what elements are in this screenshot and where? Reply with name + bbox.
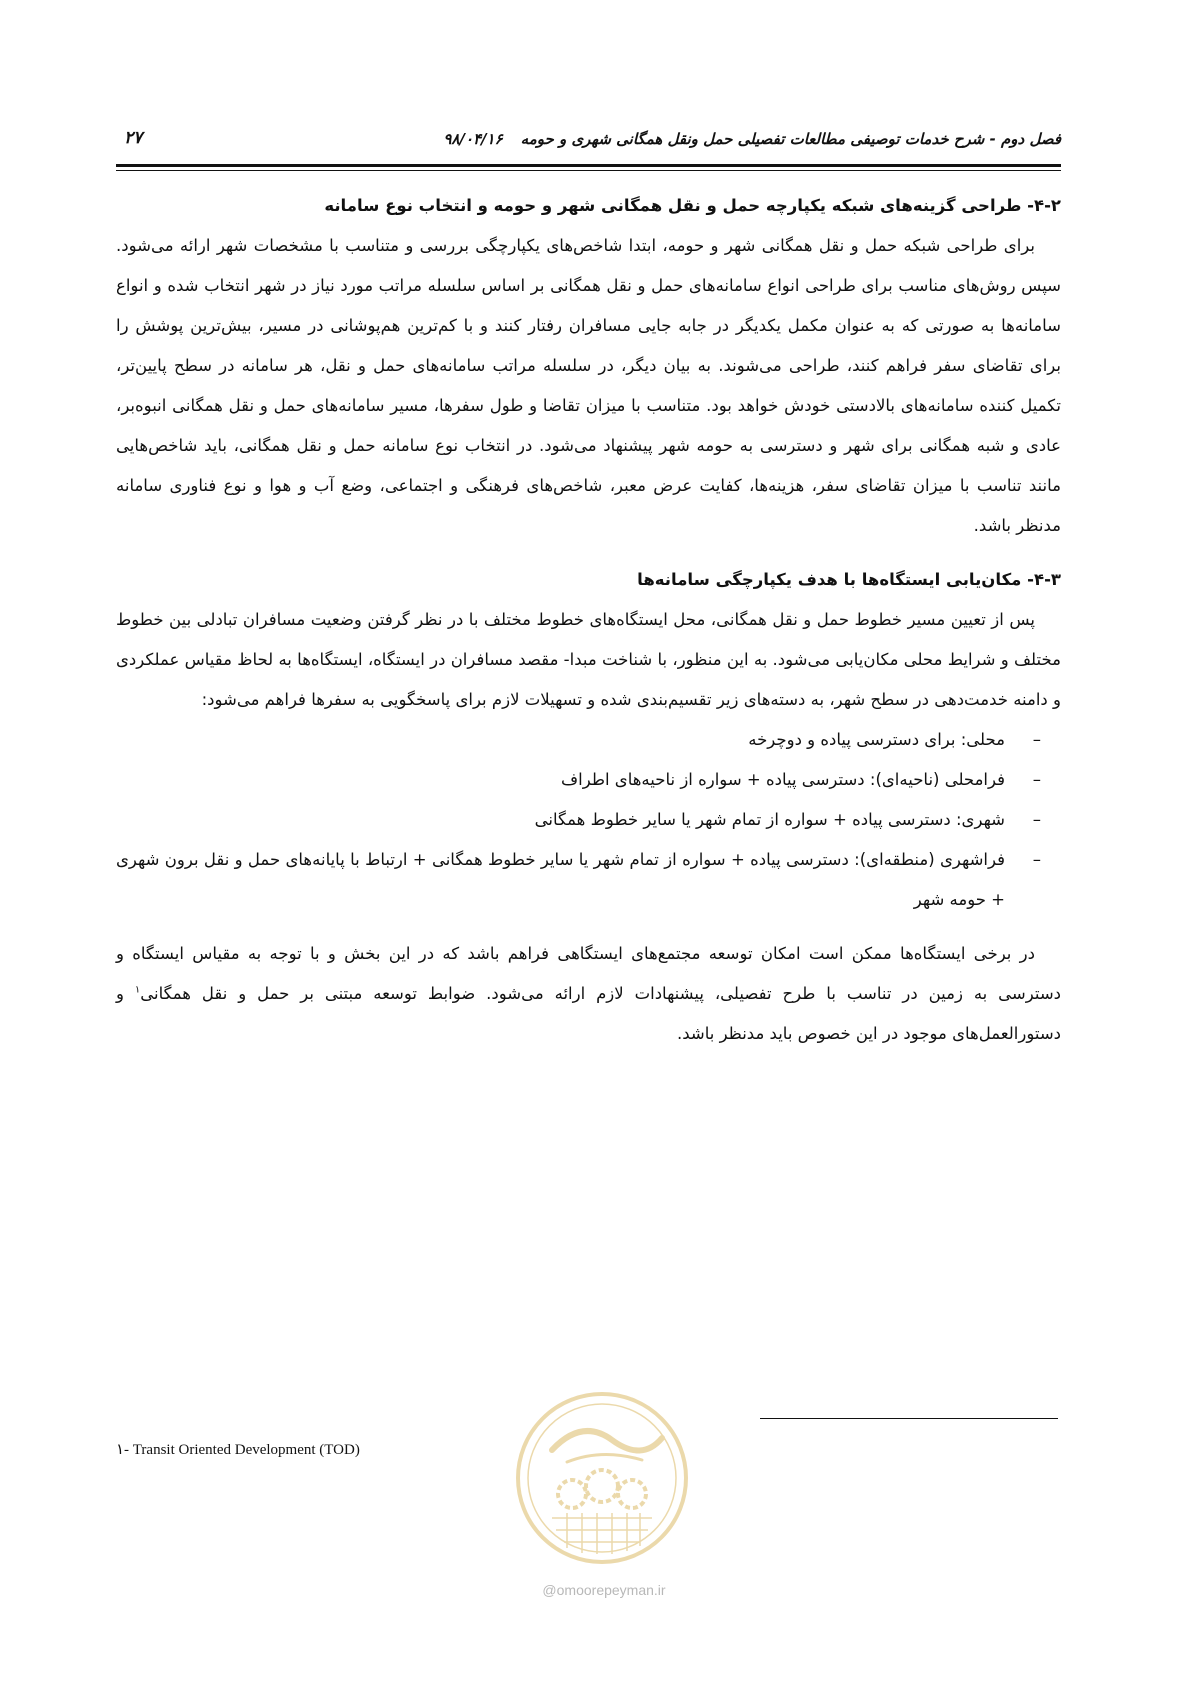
closing-paragraph xyxy=(116,934,1061,1054)
list-item-text: فرامحلی (ناحیه‌ای): دسترسی پیاده + سواره از ناحیه‌های اطراف xyxy=(561,770,1005,789)
main-content xyxy=(116,186,1061,1054)
list-dash: – xyxy=(1032,810,1041,829)
list-item xyxy=(116,720,1061,760)
page-number: ۲۷ xyxy=(124,128,143,148)
footnote: ۱- Transit Oriented Development (TOD) xyxy=(116,1442,360,1458)
list-dash: – xyxy=(1032,730,1041,749)
page-header xyxy=(116,128,1061,158)
section-paragraph-4-3: پس از تعیین مسیر خطوط حمل و نقل همگانی، محل ایستگاه‌های خطوط مختلف با در نظر گرفتن وضعیت مسافران تبادلی بین خطوط مختلف و شرایط محلی مکان‌یابی می‌شود. به این منظور، با شناخت مبدا- مقصد مسافران در ایستگاه، ایستگاه‌ها به لحاظ مقیاس عملکردی و دامنه خدمت‌دهی در سطح شهر، به دسته‌های زیر تقسیم‌بندی شده و تسهیلات لازم برای پاسخگویی به سفرها فراهم می‌شود: xyxy=(116,610,1061,709)
watermark-url: @omoorepeyman.ir xyxy=(542,1582,666,1598)
section-paragraph-4-2: برای طراحی شبکه حمل و نقل همگانی شهر و حومه، ابتدا شاخص‌های یکپارچگی بررسی و متناسب با مشخصات شهر ارائه می‌شود. سپس روش‌های مناسب برای طراحی انواع سامانه‌های حمل و نقل همگانی بر اساس سلسله مراتب مورد نیاز در شهر انتخاب شده و انواع سامانه‌ها به صورتی که به عنوان مکمل یکدیگر در جابه جایی مسافران رفتار کنند و با کم‌ترین هم‌پوشانی در مسیر، بیش‌ترین پوشش را برای تقاضای سفر فراهم کنند، طراحی می‌شوند. به بیان دیگر، در سلسله مراتب سامانه‌های حمل و نقل، هر سامانه در سطح پایین‌تر، تکمیل کننده سامانه‌های بالادستی خودش خواهد بود. متناسب با میزان تقاضا و طول سفرها، مسیر سامانه‌های حمل و نقل همگانی انبوه‌بر، عادی و شبه همگانی برای شهر و دسترسی به حومه شهر پیشنهاد می‌شود. در انتخاب نوع سامانه حمل و نقل همگانی، باید شاخص‌هایی مانند تناسب با میزان تقاضای سفر، هزینه‌ها، کفایت عرض معبر، شاخص‌های فرهنگی و اجتماعی، وضع آب و هوا و نوع فناوری سامانه مدنظر باشد. xyxy=(116,236,1061,535)
list-item xyxy=(116,760,1061,800)
list-item xyxy=(116,800,1061,840)
watermark-logo-icon xyxy=(512,1388,692,1568)
chapter-title: فصل دوم - شرح خدمات توصیفی مطالعات تفصیلی حمل ونقل همگانی شهری و حومه xyxy=(520,130,1061,148)
header-rule-thin xyxy=(116,170,1061,171)
closing-paragraph-text-end: و دستورالعمل‌های موجود در این خصوص باید مدنظر باشد. xyxy=(116,984,1061,1043)
footnote-reference[interactable]: ۱ xyxy=(134,984,141,996)
list-item-text: محلی: برای دسترسی پیاده و دوچرخه xyxy=(748,730,1005,749)
list-dash: – xyxy=(1032,770,1041,789)
section-heading-4-3: ۴-۳- مکان‌یابی ایستگاه‌ها با هدف یکپارچگی سامانه‌ها xyxy=(637,570,1061,589)
header-rule-thick xyxy=(116,164,1061,167)
footnote-rule xyxy=(760,1418,1058,1419)
header-title xyxy=(443,130,1061,148)
station-category-list xyxy=(116,720,1061,920)
closing-paragraph-text: در برخی ایستگاه‌ها ممکن است امکان توسعه مجتمع‌های ایستگاهی فراهم باشد که در این بخش و با توجه به مقیاس ایستگاه و دسترسی به زمین در تناسب با طرح تفصیلی، پیشنهادات لازم ارائه می‌شود. ضوابط توسعه مبتنی بر حمل و نقل همگانی xyxy=(116,944,1061,1003)
list-item-text: شهری: دسترسی پیاده + سواره از تمام شهر یا سایر خطوط همگانی xyxy=(534,810,1005,829)
section-heading-4-2: ۴-۲- طراحی گزینه‌های شبکه یکپارچه حمل و نقل همگانی شهر و حومه و انتخاب نوع سامانه xyxy=(324,196,1061,215)
list-item-text: فراشهری (منطقه‌ای): دسترسی پیاده + سواره از تمام شهر یا سایر خطوط همگانی + ارتباط با پایانه‌های حمل و نقل برون شهری + حومه شهر xyxy=(116,850,1005,909)
list-item xyxy=(116,840,1061,920)
header-date: ۹۸/۰۴/۱۶ xyxy=(443,130,503,148)
list-dash: – xyxy=(1032,850,1041,869)
